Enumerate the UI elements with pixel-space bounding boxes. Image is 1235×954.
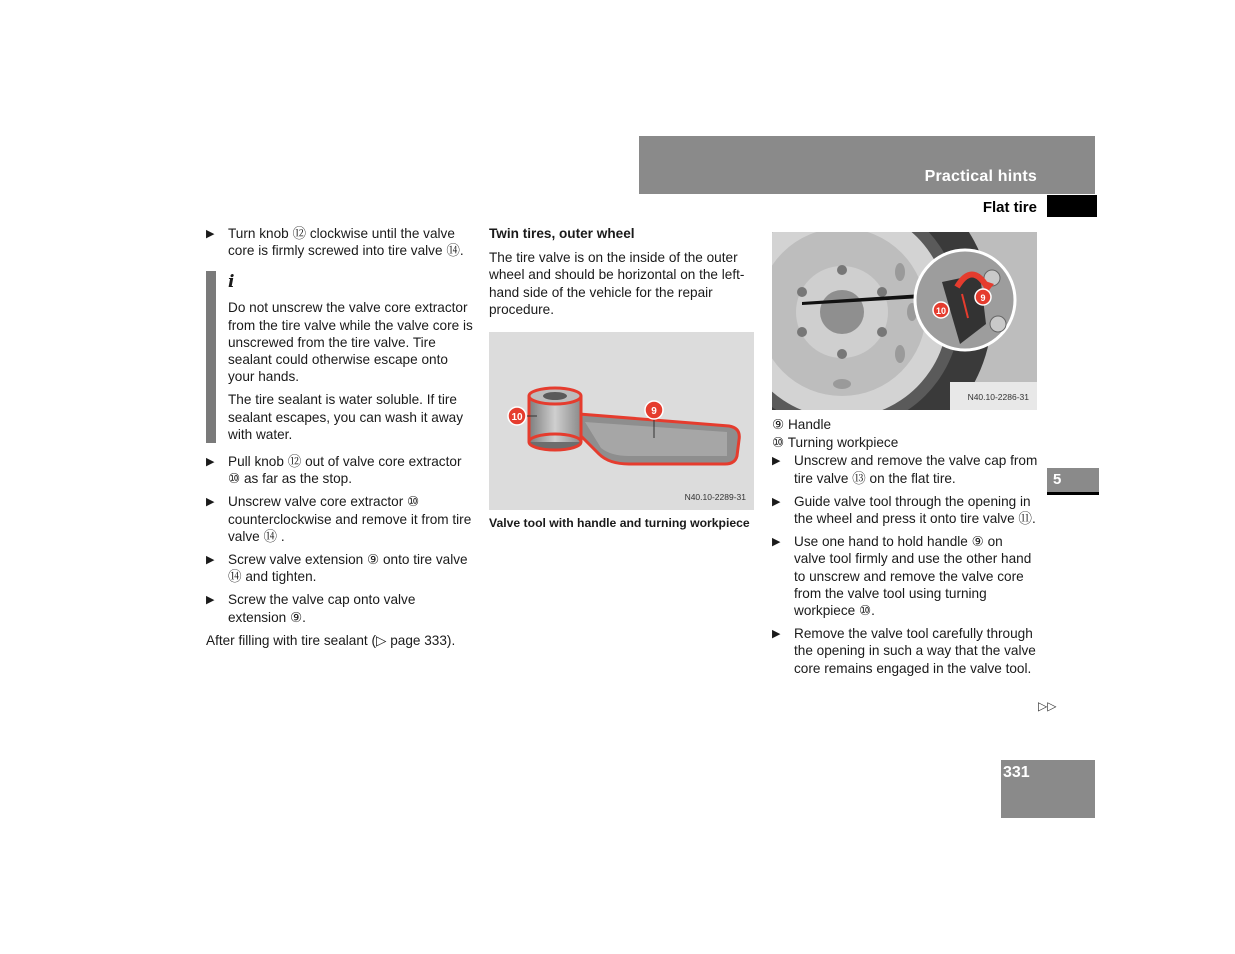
step-text: Guide valve tool through the opening in the wheel and press it onto tire valve ⑪. bbox=[794, 493, 1036, 527]
figure-code: N40.10-2289-31 bbox=[684, 491, 746, 502]
figure-code: N40.10-2286-31 bbox=[967, 391, 1029, 402]
step-text: Unscrew valve core extractor ⑩ counterclockwise and remove it from tire valve ⑭ . bbox=[228, 494, 472, 544]
instruction-step bbox=[772, 452, 1038, 486]
info-box bbox=[206, 271, 474, 443]
subsection-title: Flat tire bbox=[982, 199, 1037, 216]
figure-legend bbox=[772, 416, 1038, 451]
page-number: 331 bbox=[1003, 764, 1030, 781]
step-text: Screw valve extension ⑨ onto tire valve ⑭ and tighten. bbox=[228, 552, 468, 585]
subsection-header bbox=[639, 195, 1097, 217]
section-header-band bbox=[639, 136, 1095, 194]
instruction-step bbox=[206, 551, 474, 585]
bullet-triangle-icon: ▶ bbox=[772, 495, 781, 508]
bullet-triangle-icon: ▶ bbox=[772, 536, 781, 549]
callout-9-label: 9 bbox=[980, 293, 986, 303]
instruction-step bbox=[206, 453, 474, 487]
bullet-triangle-icon: ▶ bbox=[206, 594, 215, 607]
section-title: Practical hints bbox=[924, 168, 1037, 185]
column-left bbox=[206, 225, 474, 655]
valve-tool-figure bbox=[489, 332, 754, 510]
chapter-number: 5 bbox=[1053, 471, 1062, 488]
instruction-step bbox=[206, 493, 474, 545]
column-middle bbox=[489, 225, 755, 533]
wheel-illustration bbox=[772, 232, 1037, 410]
step-text: Remove the valve tool carefully through the opening in such a way that the valve core remains engaged in the valve tool. bbox=[794, 626, 1036, 676]
wheel-figure bbox=[772, 232, 1037, 410]
chapter-tab bbox=[1047, 468, 1099, 495]
page-reference-text: After filling with tire sealant (▷ page 333). bbox=[206, 632, 456, 648]
instruction-step bbox=[772, 625, 1038, 677]
bullet-triangle-icon: ▶ bbox=[206, 496, 215, 509]
valve-tool-illustration bbox=[489, 332, 754, 510]
instruction-step bbox=[772, 493, 1038, 527]
step-text: Unscrew and remove the valve cap from tire valve ⑬ on the flat tire. bbox=[794, 453, 1038, 486]
continue-marker: ▷▷ bbox=[1038, 699, 1057, 713]
step-text: Pull knob ⑫ out of valve core extractor ⑩ as far as the stop. bbox=[228, 454, 462, 487]
instruction-step bbox=[206, 591, 474, 625]
callout-10-label: 10 bbox=[935, 306, 947, 316]
step-text: Use one hand to hold handle ⑨ on valve tool firmly and use the other hand to unscrew and remove the valve core from the valve tool using turning workpiece ⑩. bbox=[794, 534, 1032, 619]
callout-9-label: 9 bbox=[651, 406, 657, 418]
callout-10-label: 10 bbox=[511, 412, 523, 424]
info-icon: i bbox=[228, 272, 235, 293]
page-number-box bbox=[1001, 760, 1095, 818]
bullet-triangle-icon: ▶ bbox=[206, 456, 215, 469]
figure-caption: Valve tool with handle and turning workpiece bbox=[489, 516, 750, 531]
legend-item: ⑩ Turning workpiece bbox=[772, 435, 899, 451]
body-paragraph: The tire valve is on the inside of the outer wheel and should be horizontal on the left-hand side of the vehicle for the repair procedure. bbox=[489, 250, 745, 317]
instruction-step bbox=[206, 225, 474, 259]
bullet-triangle-icon: ▶ bbox=[206, 554, 215, 567]
bullet-triangle-icon: ▶ bbox=[772, 628, 781, 641]
subsection-marker bbox=[1047, 195, 1097, 217]
info-paragraph: The tire sealant is water soluble. If tire sealant escapes, you can wash it away with water. bbox=[228, 392, 464, 442]
step-text: Screw the valve cap onto valve extension ⑨. bbox=[228, 592, 416, 625]
bullet-triangle-icon: ▶ bbox=[206, 228, 215, 240]
instruction-step bbox=[772, 533, 1038, 619]
legend-item: ⑨ Handle bbox=[772, 417, 832, 432]
bullet-triangle-icon: ▶ bbox=[772, 455, 781, 468]
step-text: Turn knob ⑫ clockwise until the valve core is firmly screwed into tire valve ⑭. bbox=[228, 226, 464, 259]
section-heading: Twin tires, outer wheel bbox=[489, 226, 635, 241]
column-right bbox=[772, 232, 1038, 683]
info-paragraph: Do not unscrew the valve core extractor from the tire valve while the valve core is unscrewed from the tire valve. Tire sealant could otherwise escape onto your hands. bbox=[228, 300, 473, 385]
